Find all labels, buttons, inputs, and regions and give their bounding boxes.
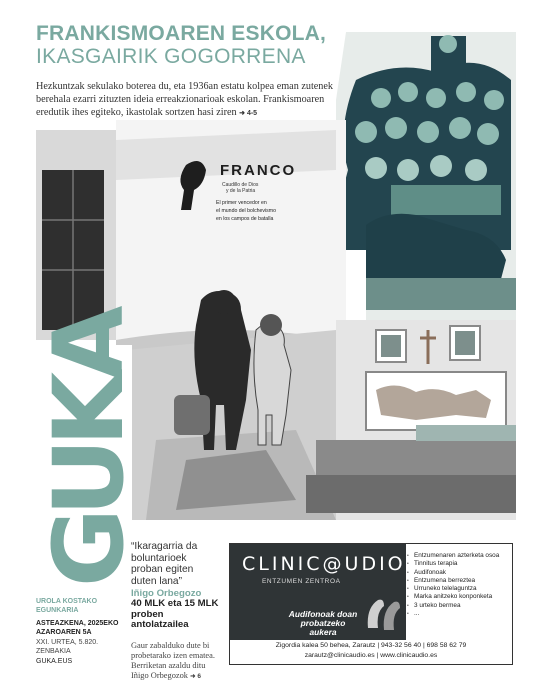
service-item [407,610,513,618]
poster-title: FRANCO [220,162,297,179]
quote-body [131,641,221,682]
bullet-icon: • [407,586,409,593]
quote-teaser [131,541,221,682]
headline-line2: IKASGAIRIK GOGORRENA [36,45,306,68]
headline [36,22,336,68]
service-label: Entzumena berreztea [414,576,476,584]
quote-text: “Ikaragarria da boluntarioek proban egiten duten lana” [131,541,198,587]
bullet-icon: • [407,577,409,584]
quote-ref-page: 6 [197,672,201,680]
service-label: Audifonoak [414,568,446,576]
bullet-icon: • [407,569,409,576]
brand-line1: UROLA KOSTAKO [36,598,98,605]
ad-tagline: ENTZUMEN ZENTROA [262,578,341,585]
lede-ref-pages: 4-5 [246,110,258,117]
service-item [407,552,513,560]
service-label: Tinnitus terapia [414,560,458,568]
guka-logo [33,313,145,590]
bullet-icon: • [407,553,409,559]
lede-page-ref [239,110,257,117]
clinicaudio-ad[interactable] [229,543,513,665]
poster-line2: y de la Patria [226,188,256,194]
bullet-icon: • [407,611,409,618]
lede-text: Hezkuntzak sekulako boterea du, eta 1936an estatu kolpea eman zutenek berehala ezarri zituzten ideia erreakzionarioak eskolan. Frankismoaren eredutik ihes egiteko, ikastolak sortzen hasi ziren [36,81,334,118]
quote-page-ref [190,673,201,680]
service-item [407,585,513,593]
school-desk [316,440,516,480]
service-label: Marka anitzeko konponketa [414,593,493,601]
brand-line2: EGUNKARIA [36,607,79,614]
ad-brand: CLINIC@UDIO [242,553,406,575]
quote-author: Iñigo Orbegozo [131,588,202,599]
issue-number: XXI. URTEA, 5.820. ZENBAKIA [36,639,99,655]
page-arrow-icon: ➜ [239,110,245,117]
service-item [407,560,513,568]
service-item [407,577,513,585]
website-link[interactable]: GUKA.EUS [36,658,73,665]
ad-address: Zigordia kalea 50 behea, Zarautz | 943-32 56 40 | 698 58 62 79 [275,642,467,649]
ad-banner [230,544,406,640]
service-label: 3 urteko bermea [414,601,461,609]
service-item [407,602,513,610]
service-label: ... [414,610,420,618]
issue-info [36,597,131,666]
poster-line1: Caudillo de Dios [222,182,259,188]
poster-text3: en los campos de batalla [216,216,274,222]
page-arrow-icon: ➜ [190,672,196,680]
ad-services-list [407,552,513,618]
lede [36,80,336,120]
bullet-icon: • [407,594,409,601]
service-label: Entzumenaren azterketa osoa [414,552,500,559]
ad-slogan: Audifonoak doan probatzeko aukera [288,609,358,637]
logo-text: GUKA [33,313,145,587]
bullet-icon: • [407,561,409,568]
headline-line1: FRANKISMOAREN ESKOLA, [36,22,327,45]
poster-text1: El primer vencedor en [216,200,267,206]
issue-date: ASTEAZKENA, 2025EKO AZAROAREN 5A [36,620,119,636]
bullet-icon: • [407,602,409,609]
service-label: Urruneko telelaguntza [414,585,477,593]
ad-contact[interactable]: zarautz@clinicaudio.es | www.clinicaudio.es [304,652,438,659]
quote-subhead: 40 MLK eta 15 MLK proben antolatzailea [131,598,219,630]
quote-body-text: Gaur zabalduko dute bi probetarako izen ematea. Berriketan azaldu ditu Iñigo Orbegozok [131,640,215,680]
service-item [407,569,513,577]
poster-text2: el mundo del bolchevismo [216,208,276,214]
hearing-aid-icon [362,594,402,634]
service-item [407,593,513,601]
